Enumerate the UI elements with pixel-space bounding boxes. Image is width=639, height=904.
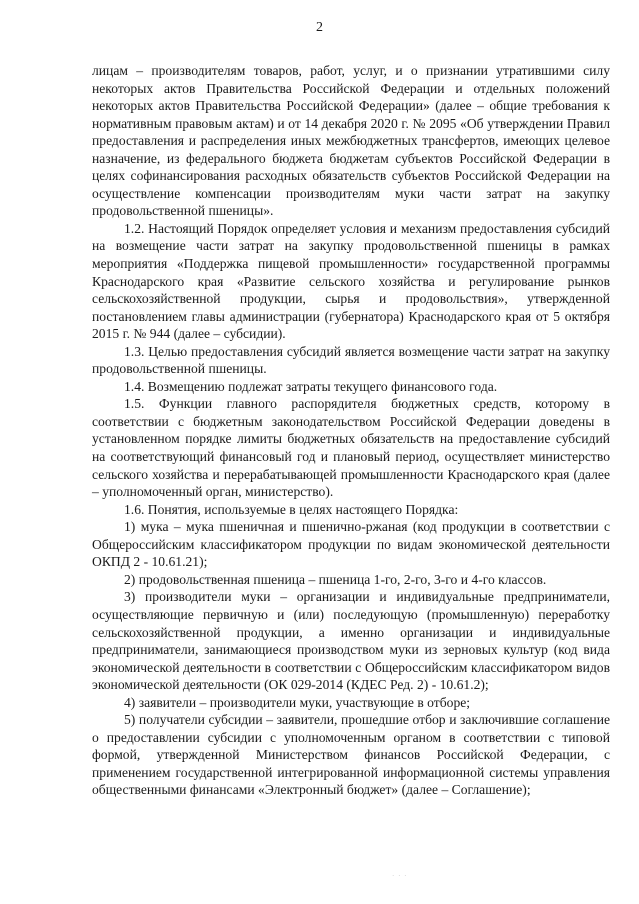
definition-3: 3) производители муки – организации и индивидуальные предприниматели, осуществляющие первичную и (или) последующую (промышленную) переработку сельскохозяйственной продукции, а именно организации и индивидуальные предприниматели, занимающиеся производством муки из зерновых культур (код вида экономической деятельности в соответствии с Общероссийским классификатором видов экономической деятельности (ОК 029-2014 (КДЕС Ред. 2) - 10.61.2); xyxy=(92,589,610,693)
paragraph-continuation: лицам – производителям товаров, работ, услуг, и о признании утратившими силу некоторых актов Правительства Российской Федерации и отдельных положений некоторых актов Правительства Российской Федерации» (далее – общие требования к нормативным правовым актам) и от 14 декабря 2020 г. № 2095 «Об утверждении Правил предоставления и распределения иных межбюджетных трансфертов, имеющих целевое назначение, из федерального бюджета бюджетам субъектов Российской Федерации в целях софинансирования расходных обязательств субъектов Российской Федерации на осуществление компенсации производителям муки части затрат на закупку продовольственной пшеницы». xyxy=(92,63,610,219)
definition-5: 5) получатели субсидии – заявители, прошедшие отбор и заключившие соглашение о предоставлении субсидии с уполномоченным органом в соответствии с типовой формой, утвержденной Министерством финансов Российской Федерации, с применением государственной интегрированной информационной системы управления общественными финансами «Электронный бюджет» (далее – Соглашение); xyxy=(92,712,610,798)
paragraph-1-3: 1.3. Целью предоставления субсидий является возмещение части затрат на закупку продовольственной пшеницы. xyxy=(92,343,610,377)
definition-1: 1) мука – мука пшеничная и пшенично-ржаная (код продукции в соответствии с Общероссийским классификатором продукции по видам экономической деятельности ОКПД 2 - 10.61.21); xyxy=(92,519,610,570)
scan-artifact: · · · xyxy=(392,872,408,880)
document-body xyxy=(92,62,610,799)
page-number: 2 xyxy=(316,20,323,35)
paragraph-1-2: 1.2. Настоящий Порядок определяет условия и механизм предоставления субсидий на возмещение части затрат на закупку продовольственной пшеницы в рамках мероприятия «Поддержка пищевой промышленности» государственной программы Краснодарского края «Развитие сельского хозяйства и регулирование рынков сельскохозяйственной продукции, сырья и продовольствия», утвержденной постановлением главы администрации (губернатора) Краснодарского края от 5 октября 2015 г. № 944 (далее – субсидии). xyxy=(92,220,610,342)
paragraph-1-6: 1.6. Понятия, используемые в целях настоящего Порядка: xyxy=(124,501,459,517)
paragraph-1-4: 1.4. Возмещению подлежат затраты текущего финансового года. xyxy=(124,378,498,394)
definition-4: 4) заявители – производители муки, участвующие в отборе; xyxy=(124,694,471,710)
paragraph-1-5: 1.5. Функции главного распорядителя бюджетных средств, которому в соответствии с бюджетным законодательством Российской Федерации доведены в установленном порядке лимиты бюджетных обязательств на предоставление субсидий на соответствующий финансовый год и плановый период, осуществляет министерство сельского хозяйства и перерабатывающей промышленности Краснодарского края (далее – уполномоченный орган, министерство). xyxy=(92,396,610,500)
definition-2: 2) продовольственная пшеница – пшеница 1-го, 2-го, 3-го и 4-го классов. xyxy=(124,571,547,587)
